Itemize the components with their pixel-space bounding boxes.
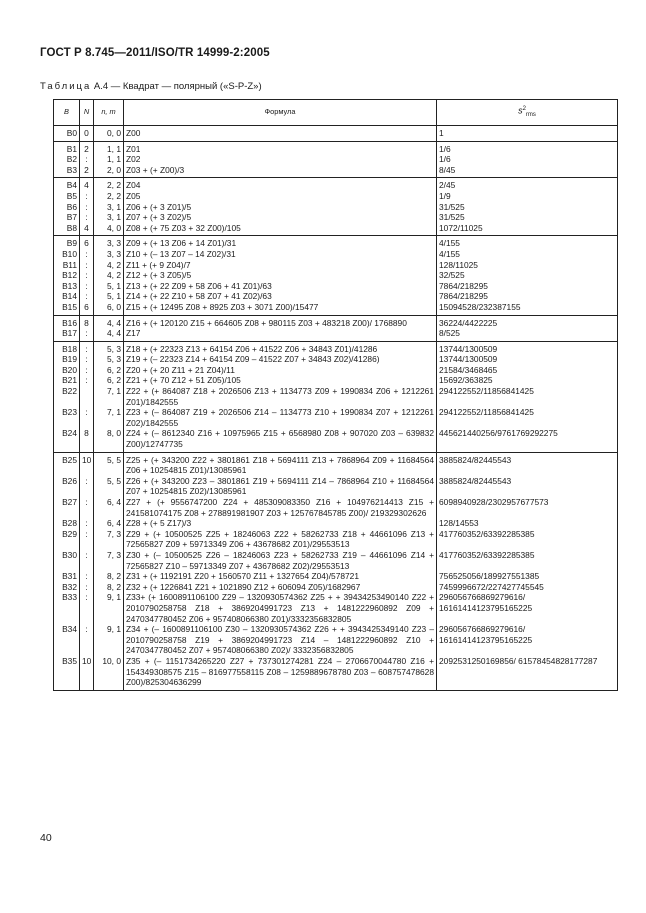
cell-n: 2 [80,141,94,154]
cell-b: B6 [54,202,80,213]
cell-b: B1 [54,141,80,154]
cell-nm: 4, 4 [94,315,124,328]
cell-nm: 8, 2 [94,582,124,593]
cell-b: B33 [54,592,80,624]
cell-nm: 8, 0 [94,428,124,452]
cell-srms: 294122552/11856841425 [437,386,618,407]
cell-formula: Z12 + (+ 3 Z05)/5 [124,270,437,281]
cell-formula: Z21 + (+ 70 Z12 + 51 Z05)/105 [124,375,437,386]
cell-n: : [80,154,94,165]
cell-nm: 1, 1 [94,154,124,165]
cell-n: : [80,270,94,281]
cell-b: B23 [54,407,80,428]
cell-b: B11 [54,260,80,271]
cell-n: : [80,624,94,656]
cell-n: : [80,497,94,518]
table-row [54,386,618,407]
table-row [54,178,618,191]
cell-srms: 7864/218295 [437,281,618,292]
cell-b: B20 [54,365,80,376]
table-row [54,428,618,452]
cell-b: B32 [54,582,80,593]
cell-n: 10 [80,452,94,476]
table-row [54,281,618,292]
cell-nm: 7, 1 [94,407,124,428]
table-row [54,260,618,271]
cell-srms: 1072/11025 [437,223,618,236]
cell-nm: 3, 3 [94,249,124,260]
cell-n: : [80,550,94,571]
cell-nm: 9, 1 [94,624,124,656]
cell-n: 8 [80,428,94,452]
cell-n: : [80,260,94,271]
cell-b: B8 [54,223,80,236]
cell-n: : [80,592,94,624]
cell-srms: 296056766869279616/ 16161414123795165225 [437,592,618,624]
cell-n: 8 [80,315,94,328]
table-row [54,375,618,386]
table-row [54,407,618,428]
cell-nm: 7, 3 [94,529,124,550]
table-body [54,126,618,691]
cell-b: B14 [54,291,80,302]
cell-nm: 3, 1 [94,212,124,223]
cell-srms: 296056766869279616/ 16161414123795165225 [437,624,618,656]
cell-n: : [80,191,94,202]
polynomial-table [53,99,618,691]
col-header-n: N [80,100,94,126]
cell-n: : [80,291,94,302]
cell-formula: Z26 + (+ 343200 Z23 – 3801861 Z19 + 5694111 Z14 – 7868964 Z10 + 11684564 Z07 + 10254815 Z02)/13085961 [124,476,437,497]
cell-formula: Z07 + (+ 3 Z02)/5 [124,212,437,223]
cell-srms: 1/6 [437,154,618,165]
table-header-row [54,100,618,126]
table-row [54,328,618,341]
cell-srms: 21584/3468465 [437,365,618,376]
cell-n: 6 [80,236,94,249]
cell-formula: Z09 + (+ 13 Z06 + 14 Z01)/31 [124,236,437,249]
cell-nm: 6, 4 [94,497,124,518]
cell-nm: 4, 2 [94,260,124,271]
table-row [54,497,618,518]
table-row [54,550,618,571]
table-row [54,165,618,178]
table-row [54,302,618,315]
cell-srms: 15094528/232387155 [437,302,618,315]
cell-srms: 445621440256/9761769292275 [437,428,618,452]
cell-b: B30 [54,550,80,571]
cell-formula: Z25 + (+ 343200 Z22 + 3801861 Z18 + 5694111 Z13 + 7868964 Z09 + 11684564 Z06 + 10254815 Z01)/13085961 [124,452,437,476]
table-row [54,365,618,376]
cell-n: 2 [80,165,94,178]
cell-n: : [80,529,94,550]
cell-nm: 6, 2 [94,365,124,376]
cell-nm: 1, 1 [94,141,124,154]
cell-formula: Z14 + (+ 22 Z10 + 58 Z07 + 41 Z02)/63 [124,291,437,302]
cell-n: 10 [80,656,94,690]
cell-n: 6 [80,302,94,315]
cell-formula: Z22 + (+ 864087 Z18 + 2026506 Z13 + 1134773 Z09 + 1990834 Z06 + 1212261 Z01)/1842555 [124,386,437,407]
cell-b: B4 [54,178,80,191]
cell-srms: 2092531250169856/ 61578454828177287 [437,656,618,690]
cell-nm: 5, 5 [94,476,124,497]
table-row [54,656,618,690]
cell-n: 4 [80,223,94,236]
cell-formula: Z02 [124,154,437,165]
cell-formula: Z05 [124,191,437,202]
cell-b: B18 [54,341,80,354]
cell-formula: Z10 + (– 13 Z07 – 14 Z02)/31 [124,249,437,260]
cell-formula: Z04 [124,178,437,191]
cell-formula: Z27 + (+ 9556747200 Z24 + 485309083350 Z16 + 104976214413 Z15 + 241581074175 Z08 + 278891981907 Z03 + 125767845785 Z00)/ 219329302626 [124,497,437,518]
cell-formula: Z31 + (+ 1192191 Z20 + 1560570 Z11 + 1327654 Z04)/578721 [124,571,437,582]
cell-b: B34 [54,624,80,656]
cell-srms: 13744/1300509 [437,354,618,365]
cell-formula: Z32 + (+ 1226841 Z21 + 1021890 Z12 + 606094 Z05)/1682967 [124,582,437,593]
cell-formula: Z20 + (+ 20 Z11 + 21 Z04)/11 [124,365,437,376]
cell-nm: 8, 2 [94,571,124,582]
table-row [54,223,618,236]
cell-formula: Z35 + (– 1151734265220 Z27 + 737301274281 Z24 – 2706670044780 Z16 + 154349308575 Z15 – 816977558115 Z08 – 1259889678780 Z03 – 608757478628 Z00)/825304636299 [124,656,437,690]
cell-b: B0 [54,126,80,142]
cell-b: B35 [54,656,80,690]
cell-n: : [80,212,94,223]
cell-b: B2 [54,154,80,165]
cell-srms: 417760352/63392285385 [437,550,618,571]
cell-formula: Z24 + (– 8612340 Z16 + 10975965 Z15 + 6568980 Z08 + 907020 Z03 – 639832 Z00)/12747735 [124,428,437,452]
document-header: ГОСТ Р 8.745—2011/ISO/TR 14999-2:2005 [40,47,270,59]
cell-srms: 294122552/11856841425 [437,407,618,428]
cell-srms: 756525056/189927551385 [437,571,618,582]
cell-formula: Z01 [124,141,437,154]
table-row [54,354,618,365]
cell-formula: Z00 [124,126,437,142]
cell-formula: Z16 + (+ 120120 Z15 + 664605 Z08 + 980115 Z03 + 483218 Z00)/ 1768890 [124,315,437,328]
cell-n: : [80,341,94,354]
cell-nm: 6, 4 [94,518,124,529]
table-row [54,212,618,223]
cell-nm: 0, 0 [94,126,124,142]
cell-n: : [80,407,94,428]
cell-nm: 4, 0 [94,223,124,236]
cell-n: : [80,582,94,593]
table-row [54,315,618,328]
cell-b: B29 [54,529,80,550]
cell-nm: 2, 2 [94,178,124,191]
table-row [54,592,618,624]
table-row [54,518,618,529]
cell-b: B10 [54,249,80,260]
cell-n: : [80,571,94,582]
cell-n: 4 [80,178,94,191]
cell-nm: 6, 2 [94,375,124,386]
cell-nm: 5, 3 [94,354,124,365]
cell-srms: 6098940928/2302957677573 [437,497,618,518]
cell-srms: 128/11025 [437,260,618,271]
cell-nm: 7, 3 [94,550,124,571]
cell-srms: 4/155 [437,249,618,260]
cell-nm: 4, 4 [94,328,124,341]
col-header-srms: $s^2_{rms}$ [437,100,618,126]
cell-srms: 2/45 [437,178,618,191]
cell-srms: 7459996672/227427745545 [437,582,618,593]
cell-formula: Z15 + (+ 12495 Z08 + 8925 Z03 + 3071 Z00)/15477 [124,302,437,315]
col-header-formula: Формула [124,100,437,126]
cell-formula: Z03 + (+ Z00)/3 [124,165,437,178]
cell-n: 0 [80,126,94,142]
cell-n: : [80,375,94,386]
cell-srms: 31/525 [437,212,618,223]
cell-formula: Z29 + (+ 10500525 Z25 + 18246063 Z22 + 58262733 Z18 + 44661096 Z13 + 72565827 Z09 + 59713349 Z06 + 43678682 Z01)/29553513 [124,529,437,550]
table-row [54,624,618,656]
table-row [54,236,618,249]
cell-srms: 3885824/82445543 [437,476,618,497]
cell-formula: Z33+ (+ 1600891106100 Z29 – 1320930574362 Z25 + + 39434253490140 Z22 + 2010790258758 Z18 + 3869204991723 Z13 + 1481222960892 Z09 + 2470347780452 Z06 + 957408066380 Z01)/3332356832805 [124,592,437,624]
cell-nm: 9, 1 [94,592,124,624]
cell-b: B12 [54,270,80,281]
cell-srms: 13744/1300509 [437,341,618,354]
table-caption-label: Таблица [40,81,92,92]
cell-srms: 31/525 [437,202,618,213]
cell-b: B27 [54,497,80,518]
cell-srms: 4/155 [437,236,618,249]
cell-b: B22 [54,386,80,407]
cell-srms: 32/525 [437,270,618,281]
cell-b: B24 [54,428,80,452]
table-row [54,154,618,165]
cell-formula: Z06 + (+ 3 Z01)/5 [124,202,437,213]
cell-formula: Z23 + (– 864087 Z19 + 2026506 Z14 – 1134773 Z10 + 1990834 Z07 + 1212261 Z02)/1842555 [124,407,437,428]
cell-srms: 8/45 [437,165,618,178]
cell-b: B25 [54,452,80,476]
cell-b: B17 [54,328,80,341]
table-row [54,571,618,582]
cell-srms: 8/525 [437,328,618,341]
cell-n: : [80,354,94,365]
table-caption-title: А.4 — Квадрат — полярный («S-P-Z») [91,81,262,92]
table-row [54,529,618,550]
cell-formula: Z18 + (+ 22323 Z13 + 64154 Z06 + 41522 Z06 + 34843 Z01)/41286 [124,341,437,354]
page-number: 40 [40,832,52,844]
cell-srms: 3885824/82445543 [437,452,618,476]
cell-nm: 2, 2 [94,191,124,202]
cell-srms: 1/9 [437,191,618,202]
cell-formula: Z08 + (+ 75 Z03 + 32 Z00)/105 [124,223,437,236]
cell-nm: 2, 0 [94,165,124,178]
cell-b: B26 [54,476,80,497]
cell-n: : [80,476,94,497]
cell-formula: Z30 + (– 10500525 Z26 – 18246063 Z23 + 58262733 Z19 – 44661096 Z14 + 72565827 Z10 – 59713349 Z07 + 43678682 Z02)/29553513 [124,550,437,571]
cell-n: : [80,202,94,213]
cell-nm: 4, 2 [94,270,124,281]
cell-srms: 1 [437,126,618,142]
cell-b: B3 [54,165,80,178]
cell-n: : [80,249,94,260]
cell-b: B16 [54,315,80,328]
cell-b: B5 [54,191,80,202]
cell-formula: Z17 [124,328,437,341]
cell-nm: 5, 3 [94,341,124,354]
cell-formula: Z11 + (+ 9 Z04)/7 [124,260,437,271]
cell-b: B28 [54,518,80,529]
cell-formula: Z19 + (– 22323 Z14 + 64154 Z09 – 41522 Z07 + 34843 Z02)/41286) [124,354,437,365]
cell-nm: 3, 1 [94,202,124,213]
table-row [54,126,618,142]
table-row [54,341,618,354]
cell-formula: Z34 + (– 1600891106100 Z30 – 1320930574362 Z26 + + 3943425349140 Z23 – 2010790258758 Z19 + 3869204991723 Z14 – 1481222960892 Z10 + 2470347780452 Z07 + 957408066380 Z02)/ 3332356832805 [124,624,437,656]
table-caption [40,81,262,92]
col-header-b: B [54,100,80,126]
cell-b: B13 [54,281,80,292]
cell-b: B21 [54,375,80,386]
cell-b: B15 [54,302,80,315]
cell-n: : [80,328,94,341]
cell-b: B31 [54,571,80,582]
cell-srms: 15692/363825 [437,375,618,386]
cell-n [80,386,94,407]
cell-srms: 1/6 [437,141,618,154]
cell-nm: 5, 5 [94,452,124,476]
table-row [54,141,618,154]
table-row [54,270,618,281]
cell-b: B19 [54,354,80,365]
cell-srms: 417760352/63392285385 [437,529,618,550]
cell-nm: 10, 0 [94,656,124,690]
cell-srms: 128/14553 [437,518,618,529]
table-row [54,452,618,476]
cell-n: : [80,281,94,292]
cell-nm: 7, 1 [94,386,124,407]
cell-srms: 36224/4422225 [437,315,618,328]
cell-nm: 6, 0 [94,302,124,315]
cell-b: B9 [54,236,80,249]
cell-nm: 3, 3 [94,236,124,249]
table-row [54,291,618,302]
col-header-nm: n, m [94,100,124,126]
cell-n: : [80,518,94,529]
cell-formula: Z28 + (+ 5 Z17)/3 [124,518,437,529]
cell-b: B7 [54,212,80,223]
cell-nm: 5, 1 [94,291,124,302]
table-row [54,202,618,213]
table-row [54,191,618,202]
cell-nm: 5, 1 [94,281,124,292]
table-row [54,582,618,593]
cell-formula: Z13 + (+ 22 Z09 + 58 Z06 + 41 Z01)/63 [124,281,437,292]
table-row [54,249,618,260]
cell-n: : [80,365,94,376]
table-row [54,476,618,497]
cell-srms: 7864/218295 [437,291,618,302]
